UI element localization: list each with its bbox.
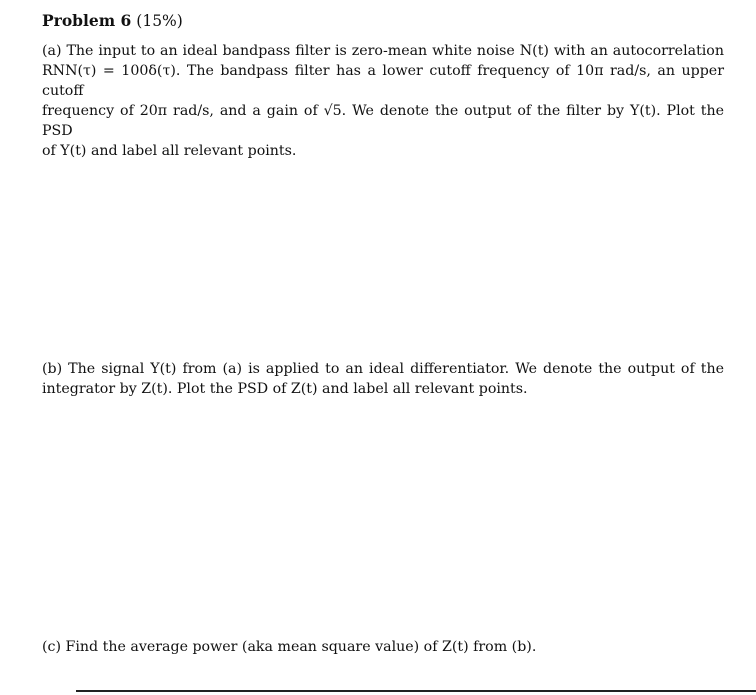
problem-weight: (15%) <box>136 12 183 30</box>
part-a-line: frequency of 20π rad/s, and a gain of √5. We denote the output of the filter by Y(t). Plot the PSD <box>42 103 724 139</box>
part-b-question <box>42 359 724 399</box>
part-c-line: (c) Find the average power (aka mean square value) of Z(t) from (b). <box>42 639 537 655</box>
part-a-line: (a) The input to an ideal bandpass filter is zero-mean white noise N(t) with an autocorrelation <box>42 43 724 59</box>
part-b-line: (b) The signal Y(t) from (a) is applied to an ideal differentiator. We denote the output of the <box>42 361 724 377</box>
problem-heading <box>42 11 183 31</box>
part-a-question <box>42 41 724 161</box>
problem-title: Problem 6 <box>42 11 132 30</box>
page-bottom-rule <box>76 690 756 692</box>
part-b-line: integrator by Z(t). Plot the PSD of Z(t) and label all relevant points. <box>42 381 528 397</box>
part-a-line: RNN(τ) = 100δ(τ). The bandpass filter has a lower cutoff frequency of 10π rad/s, an upper cutoff <box>42 63 724 99</box>
part-c-question <box>42 637 724 657</box>
part-a-line: of Y(t) and label all relevant points. <box>42 143 297 159</box>
